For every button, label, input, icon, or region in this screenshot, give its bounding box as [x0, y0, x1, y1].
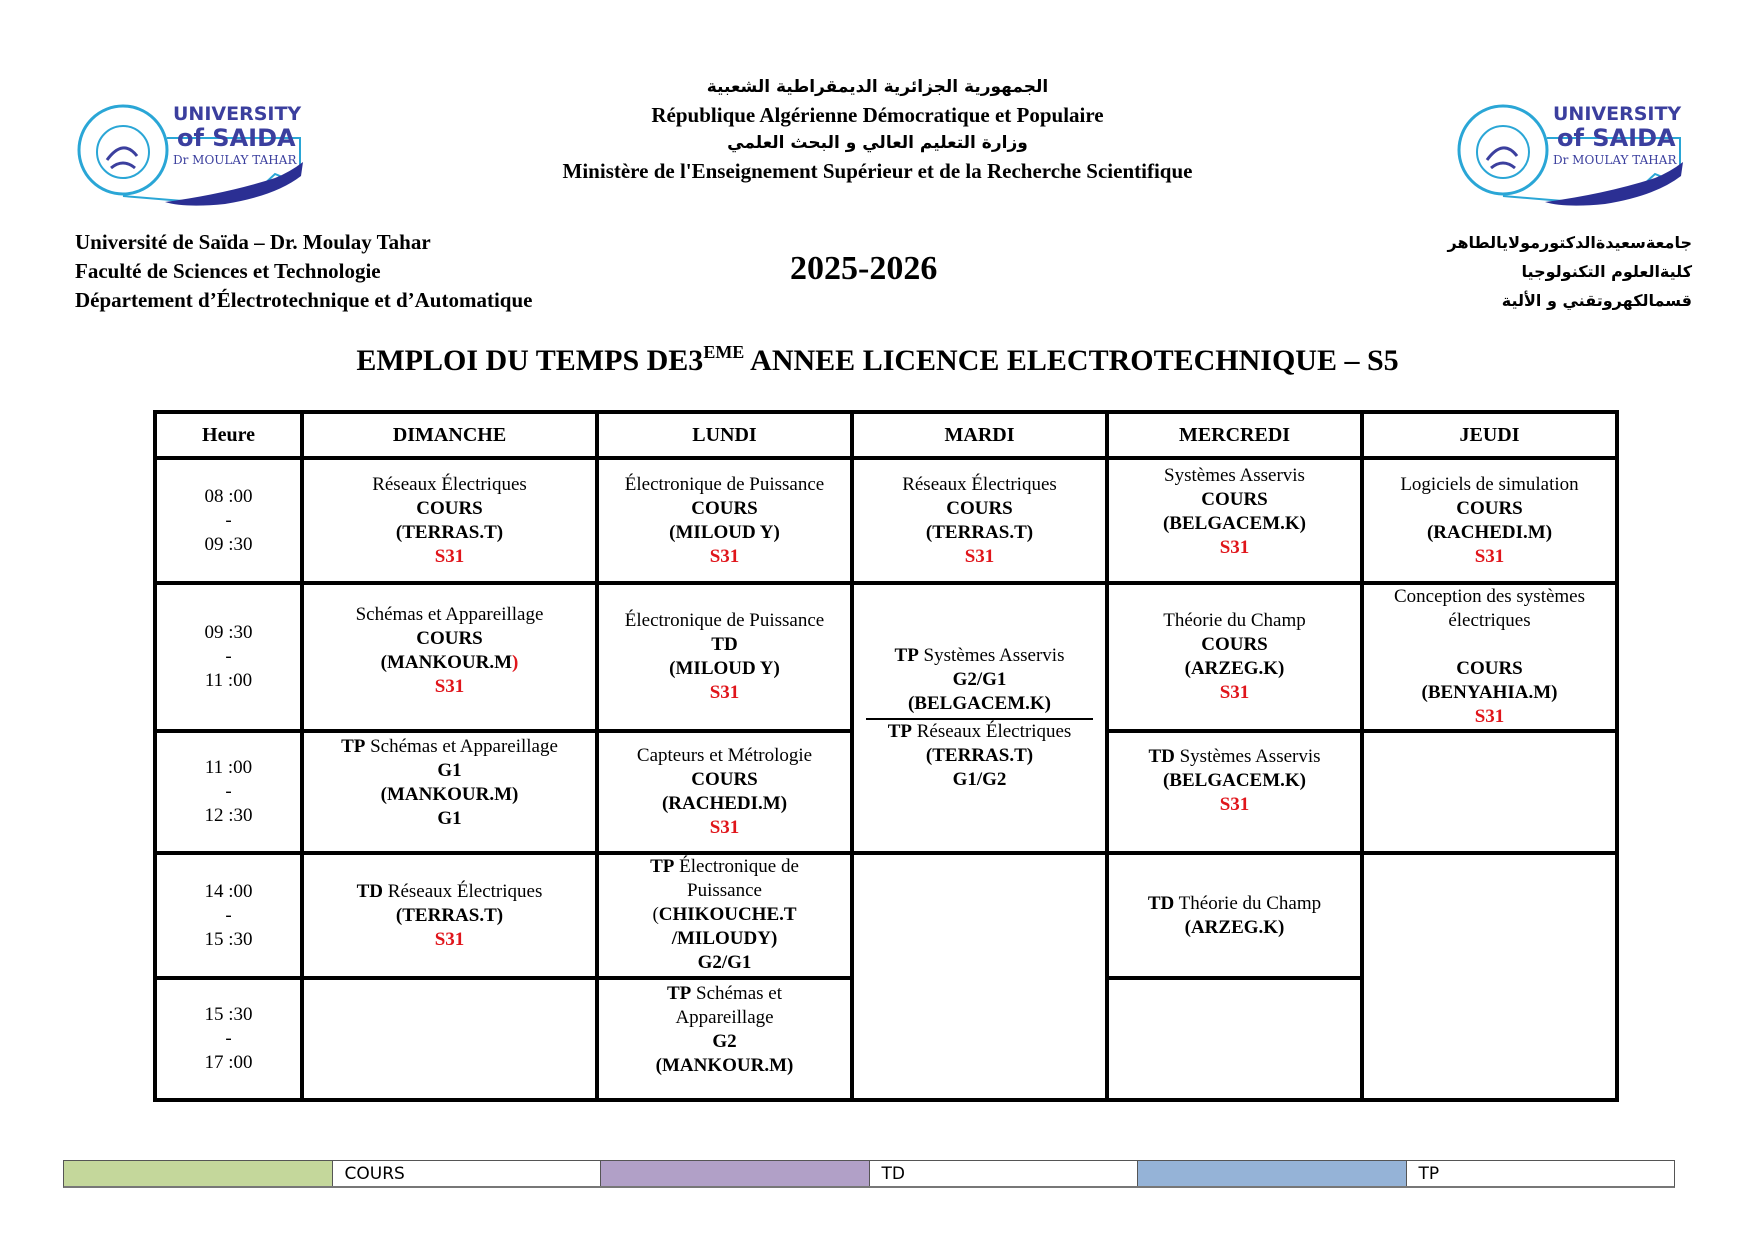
logo-line1: UNIVERSITY — [173, 103, 302, 125]
session-teacher-text: CHIKOUCHE.T — [658, 904, 797, 925]
session-subject: Systèmes Asservis — [1174, 746, 1321, 767]
session-teacher: (TERRAS.T) — [395, 904, 504, 926]
session-teacher: (ARZEG.K) — [1184, 916, 1285, 938]
session-room: S31 — [1219, 794, 1250, 815]
logo-line3: Dr MOULAY TAHAR — [173, 153, 297, 167]
slot-start: 08 :00 — [204, 485, 253, 507]
column-header-heure: Heure — [155, 412, 302, 458]
session-type: TD — [1148, 746, 1175, 767]
spacer — [1370, 633, 1609, 657]
session-cell — [302, 458, 597, 583]
arabic-university-name: جامعةسعيدةالدكتورمولايالطاهر — [1447, 233, 1692, 252]
session-teacher — [310, 651, 589, 675]
session-room: S31 — [1474, 545, 1505, 567]
republic-name: République Algérienne Démocratique et Populaire — [651, 103, 1104, 127]
header-row — [155, 412, 1617, 458]
university-logo-right — [1455, 98, 1695, 208]
session-teacher: (BENYAHIA.M) — [1421, 682, 1558, 703]
table-row — [155, 583, 1617, 731]
session-room: S31 — [1219, 682, 1250, 703]
session-title — [1115, 745, 1354, 769]
session-teacher: (TERRAS.T) — [925, 745, 1034, 766]
session-teacher: (MANKOUR.M) — [655, 1055, 794, 1076]
session-subject: Réseaux Électriques — [911, 721, 1072, 742]
session-room: S31 — [709, 545, 740, 567]
session-type: TP — [650, 856, 675, 877]
session-title — [605, 982, 844, 1006]
session-teacher: (BELGACEM.K) — [1162, 513, 1307, 534]
session-subject: Réseaux Électriques — [372, 473, 527, 495]
session-title — [310, 735, 589, 759]
slot-end: 12 :30 — [204, 805, 253, 826]
session-type: COURS — [691, 769, 758, 790]
session-subject-cont: Appareillage — [675, 1007, 774, 1028]
session-subject: Schémas et — [691, 983, 783, 1004]
column-header-mardi: MARDI — [852, 412, 1107, 458]
session-type: COURS — [1201, 634, 1268, 655]
title-prefix: EMPLOI DU TEMPS DE3 — [356, 344, 704, 377]
session-room: S31 — [964, 545, 995, 567]
session-subject: Schémas et Appareillage — [355, 604, 544, 625]
slot-start: 09 :30 — [204, 622, 253, 643]
session-part-a — [860, 644, 1099, 716]
time-slot — [155, 853, 302, 978]
arabic-ministry: وزارة التعليم العالي و البحث العلمي — [727, 133, 1028, 153]
session-room: S31 — [1219, 537, 1250, 558]
institution-block — [75, 228, 532, 315]
column-header-mercredi: MERCREDI — [1107, 412, 1362, 458]
session-subject: Systèmes Asservis — [1164, 465, 1305, 486]
session-subject: Systèmes Asservis — [918, 645, 1065, 666]
session-teacher: (ARZEG.K) — [1184, 658, 1285, 679]
session-teacher: (BELGACEM.K) — [907, 693, 1052, 714]
time-slot — [155, 583, 302, 731]
session-subject: Réseaux Électriques — [383, 880, 543, 902]
session-teacher-paren: ( — [652, 904, 659, 925]
session-room: S31 — [434, 928, 465, 950]
session-part-b — [860, 720, 1099, 792]
session-teacher: (MANKOUR.M) — [380, 784, 519, 805]
legend — [63, 1160, 1675, 1188]
table-row — [155, 458, 1617, 583]
time-slot — [155, 458, 302, 583]
slot-end: 17 :00 — [204, 1052, 253, 1073]
session-teacher: (MILOUD Y) — [669, 521, 780, 543]
session-teacher: (RACHEDI.M) — [661, 793, 788, 814]
arabic-department-name: قسمالكهروتقني و الألية — [1501, 291, 1692, 310]
legend-label-cours: COURS — [333, 1161, 602, 1186]
session-room: S31 — [434, 676, 465, 697]
slot-start: 14 :00 — [204, 880, 253, 902]
session-room: S31 — [434, 545, 465, 567]
session-groups: G2/G1 — [697, 952, 752, 973]
legend-swatch-td — [601, 1161, 870, 1186]
session-type: COURS — [1456, 497, 1523, 519]
session-groups: G2/G1 — [952, 669, 1007, 690]
session-type: TP — [887, 721, 912, 742]
university-name: Université de Saïda – Dr. Moulay Tahar — [75, 230, 431, 254]
session-cell — [302, 731, 597, 853]
logo-line3: Dr MOULAY TAHAR — [1553, 153, 1677, 167]
session-subject-cont: Puissance — [687, 880, 762, 901]
slot-separator: - — [225, 904, 232, 926]
session-cell — [597, 853, 852, 978]
time-slot — [155, 978, 302, 1100]
session-room: S31 — [1474, 706, 1505, 727]
legend-label-tp: TP — [1418, 1164, 1440, 1184]
session-teacher-paren: ) — [512, 652, 519, 673]
session-cell — [1362, 583, 1617, 731]
session-room: S31 — [709, 682, 740, 703]
session-type: TD — [356, 880, 384, 902]
session-type: COURS — [946, 497, 1013, 519]
session-type: COURS — [416, 628, 483, 649]
session-type: TP — [894, 645, 919, 666]
session-cell — [1107, 853, 1362, 978]
time-slot — [155, 731, 302, 853]
session-cell — [302, 583, 597, 731]
column-header-jeudi: JEUDI — [1362, 412, 1617, 458]
session-subject: Électronique de Puissance — [624, 610, 825, 631]
column-header-lundi: LUNDI — [597, 412, 852, 458]
session-title — [860, 720, 1099, 744]
session-cell — [597, 978, 852, 1100]
session-room: S31 — [709, 817, 740, 838]
session-teacher-cont: /MILOUDY) — [671, 928, 778, 949]
empty-cell — [1362, 731, 1617, 853]
session-subject: Capteurs et Métrologie — [636, 745, 813, 766]
slot-separator: - — [225, 781, 232, 802]
session-title — [605, 855, 844, 879]
slot-end: 11 :00 — [204, 670, 253, 691]
ministry-name: Ministère de l'Enseignement Supérieur et de la Recherche Scientifique — [562, 159, 1193, 183]
timetable — [153, 410, 1619, 1102]
university-logo-graphic — [75, 98, 315, 208]
table-row — [155, 853, 1617, 978]
empty-cell — [1362, 853, 1617, 1100]
empty-cell — [302, 978, 597, 1100]
arabic-faculty-name: كليةالعلوم التكنولوجيا — [1521, 262, 1692, 281]
session-title — [1115, 892, 1354, 916]
title-superscript: EME — [703, 342, 745, 362]
title-suffix: ANNEE LICENCE ELECTROTECHNIQUE – S5 — [744, 344, 1399, 377]
slot-end: 15 :30 — [204, 928, 253, 950]
empty-cell — [852, 853, 1107, 1100]
session-subject: Logiciels de simulation — [1400, 473, 1579, 495]
session-teacher — [605, 903, 844, 927]
session-groups: G1 — [437, 760, 462, 781]
slot-separator: - — [225, 1028, 232, 1049]
session-type: COURS — [1456, 658, 1523, 679]
page-title — [0, 342, 1755, 378]
legend-swatch-tp — [1138, 1161, 1407, 1186]
session-teacher: (TERRAS.T) — [925, 521, 1034, 543]
session-cell — [852, 458, 1107, 583]
session-title — [860, 644, 1099, 668]
ministry-header — [450, 74, 1305, 186]
session-groups: G1 — [437, 808, 462, 829]
session-cell — [302, 853, 597, 978]
faculty-name: Faculté de Sciences et Technologie — [75, 259, 381, 283]
session-subject: Réseaux Électriques — [902, 473, 1057, 495]
session-teacher-text: (MANKOUR.M — [380, 652, 513, 673]
session-subject: Schémas et Appareillage — [365, 736, 558, 757]
logo-line2: of SAIDA — [177, 124, 296, 152]
logo-line1: UNIVERSITY — [1553, 103, 1682, 125]
university-logo-left — [75, 98, 315, 208]
session-title — [310, 880, 589, 904]
session-cell — [1107, 458, 1362, 583]
session-type: TP — [666, 983, 692, 1004]
session-subject: Théorie du Champ — [1174, 892, 1322, 914]
session-subject: Théorie du Champ — [1163, 610, 1306, 631]
session-teacher: (BELGACEM.K) — [1162, 770, 1307, 791]
session-type: TD — [711, 634, 738, 655]
session-cell — [597, 458, 852, 583]
university-logo-graphic — [1455, 98, 1695, 208]
slot-start: 15 :30 — [204, 1004, 253, 1025]
session-subject: Conception des systèmes — [1393, 586, 1586, 607]
session-type: COURS — [1201, 489, 1268, 510]
slot-end: 09 :30 — [204, 533, 253, 555]
column-header-dimanche: DIMANCHE — [302, 412, 597, 458]
session-type: COURS — [691, 497, 758, 519]
session-groups: G1/G2 — [952, 769, 1007, 790]
session-teacher: (TERRAS.T) — [395, 521, 504, 543]
logo-line2: of SAIDA — [1557, 124, 1676, 152]
legend-label-td: TD — [870, 1161, 1139, 1186]
academic-year: 2025-2026 — [790, 250, 938, 287]
session-type: TD — [1147, 892, 1175, 914]
arabic-republic: الجمهورية الجزائرية الديمقراطية الشعبية — [706, 77, 1049, 97]
session-cell — [1362, 458, 1617, 583]
slot-start: 11 :00 — [204, 757, 253, 778]
session-teacher: (RACHEDI.M) — [1426, 521, 1553, 543]
slot-separator: - — [225, 509, 232, 531]
session-cell — [597, 731, 852, 853]
session-teacher: (MILOUD Y) — [669, 658, 780, 679]
session-cell — [1107, 583, 1362, 731]
session-subject-cont: électriques — [1448, 610, 1531, 631]
legend-swatch-cours — [64, 1161, 333, 1186]
session-groups: G2 — [712, 1031, 737, 1052]
session-subject: Électronique de Puissance — [624, 473, 825, 495]
session-type: COURS — [416, 497, 483, 519]
session-cell — [1107, 731, 1362, 853]
institution-block-arabic — [1448, 228, 1693, 315]
session-subject: Électronique de — [674, 856, 799, 877]
department-name: Département d’Électrotechnique et d’Automatique — [75, 288, 533, 312]
slot-separator: - — [225, 646, 232, 667]
session-type: TP — [341, 736, 366, 757]
empty-cell — [1107, 978, 1362, 1100]
session-cell — [597, 583, 852, 731]
session-cell-split — [852, 583, 1107, 853]
